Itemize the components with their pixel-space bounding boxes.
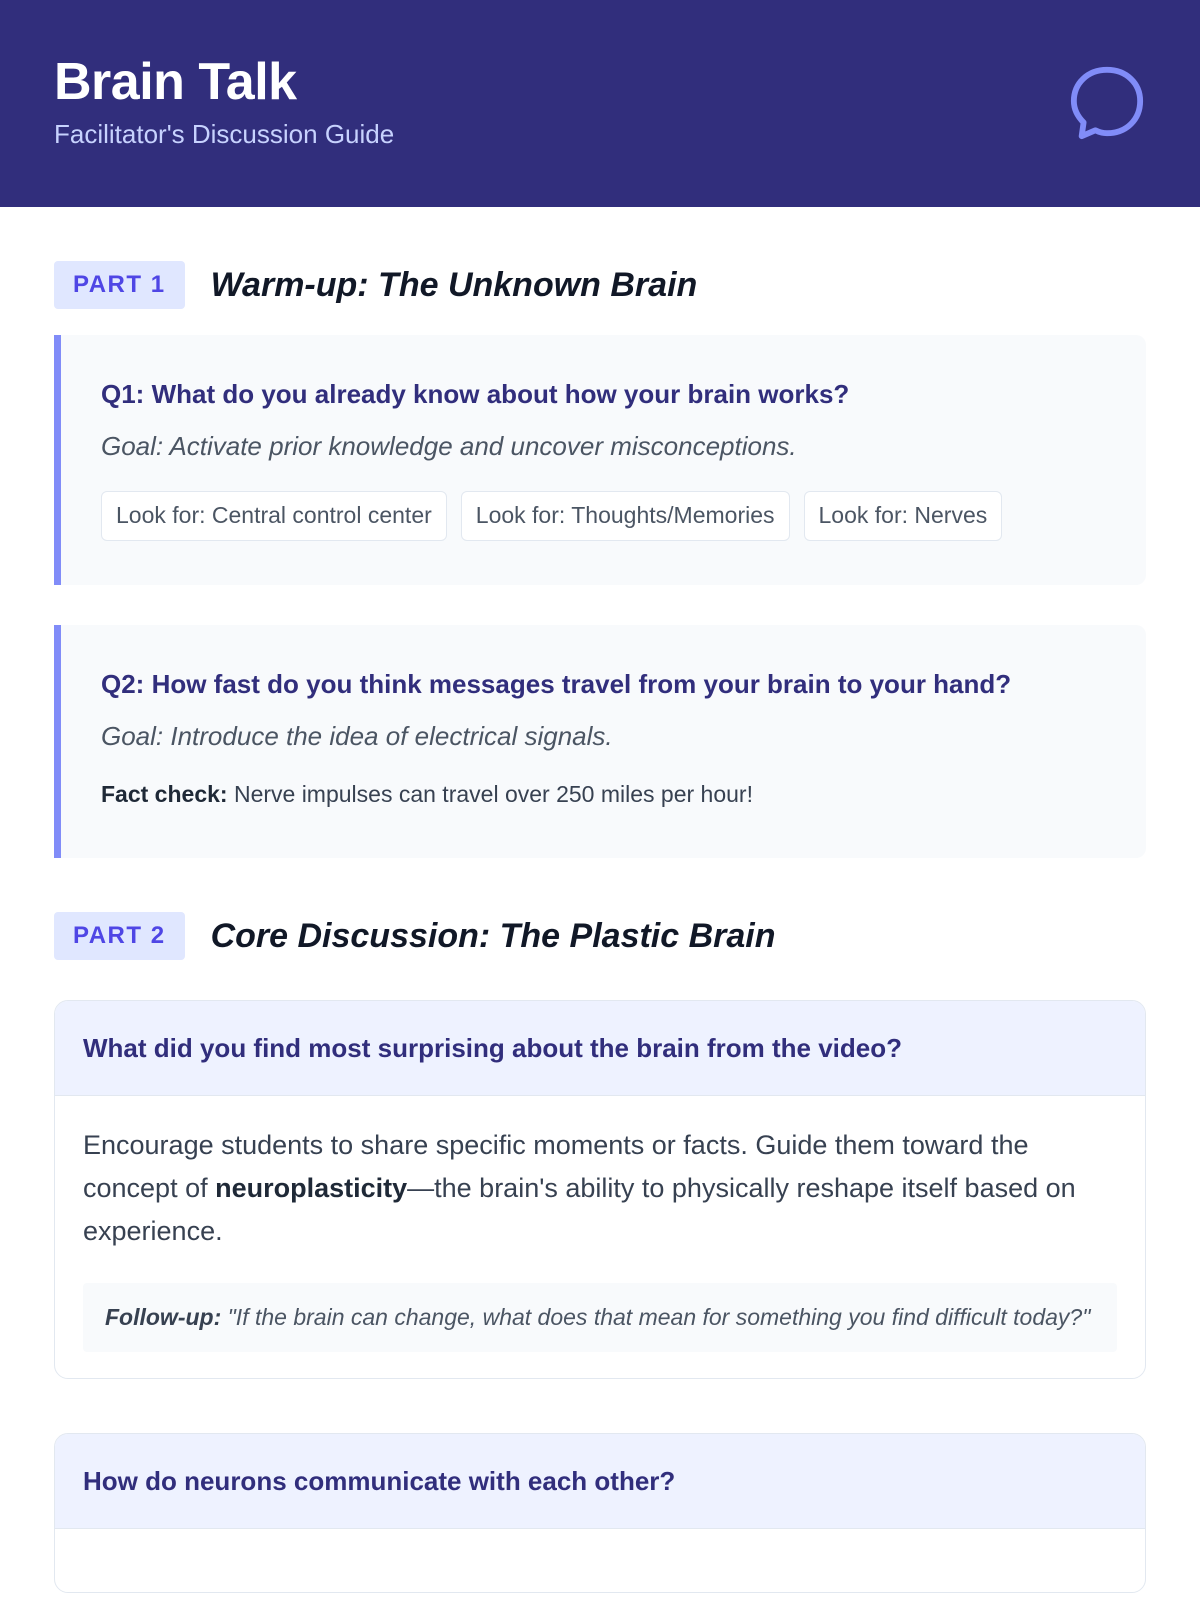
- fact-check-label: Fact check:: [101, 781, 228, 807]
- part-1-heading: [54, 261, 1146, 309]
- look-for-tags: [101, 491, 1106, 541]
- discussion-question: How do neurons communicate with each other?: [55, 1434, 1145, 1529]
- question-text: Q2: How fast do you think messages travel from your brain to your hand?: [101, 669, 1012, 699]
- part-title: Warm-up: The Unknown Brain: [210, 265, 698, 304]
- part-2-heading: [54, 912, 1146, 960]
- fact-check: [101, 779, 1106, 809]
- key-term: neuroplasticity: [215, 1173, 408, 1203]
- goal-text: Goal: Activate prior knowledge and uncover misconceptions.: [101, 431, 797, 461]
- main-content: [0, 261, 1200, 1593]
- question-card-q1: [54, 335, 1146, 585]
- follow-up-text: "If the brain can change, what does that mean for something you find difficult today?": [221, 1304, 1091, 1330]
- discussion-text: [83, 1124, 1117, 1253]
- page-title: Brain Talk: [54, 53, 297, 111]
- follow-up-label: Follow-up:: [105, 1304, 222, 1330]
- chat-bubble-icon: [1068, 64, 1146, 142]
- discussion-card: [54, 1000, 1146, 1379]
- text-segment: Encourage students to share specific moments or facts. Guide them toward the concept of: [83, 1130, 1029, 1203]
- text-segment: —the brain's ability to physically reshape itself based on experience.: [83, 1173, 1076, 1246]
- part-title: Core Discussion: The Plastic Brain: [210, 916, 776, 955]
- goal-text: Goal: Introduce the idea of electrical signals.: [101, 721, 613, 751]
- discussion-question: What did you find most surprising about the brain from the video?: [55, 1001, 1145, 1096]
- part-badge: PART 2: [54, 912, 185, 960]
- discussion-card: [54, 1433, 1146, 1593]
- look-for-tag: Look for: Nerves: [804, 491, 1003, 541]
- fact-check-text: Nerve impulses can travel over 250 miles per hour!: [227, 781, 753, 807]
- question-text: Q1: What do you already know about how your brain works?: [101, 379, 850, 409]
- discussion-body: [55, 1096, 1145, 1378]
- header: [0, 0, 1200, 207]
- question-card-q2: [54, 625, 1146, 858]
- look-for-tag: Look for: Thoughts/Memories: [461, 491, 790, 541]
- look-for-tag: Look for: Central control center: [101, 491, 447, 541]
- part-badge: PART 1: [54, 261, 185, 309]
- page-subtitle: Facilitator's Discussion Guide: [54, 119, 395, 149]
- follow-up-box: [83, 1283, 1117, 1352]
